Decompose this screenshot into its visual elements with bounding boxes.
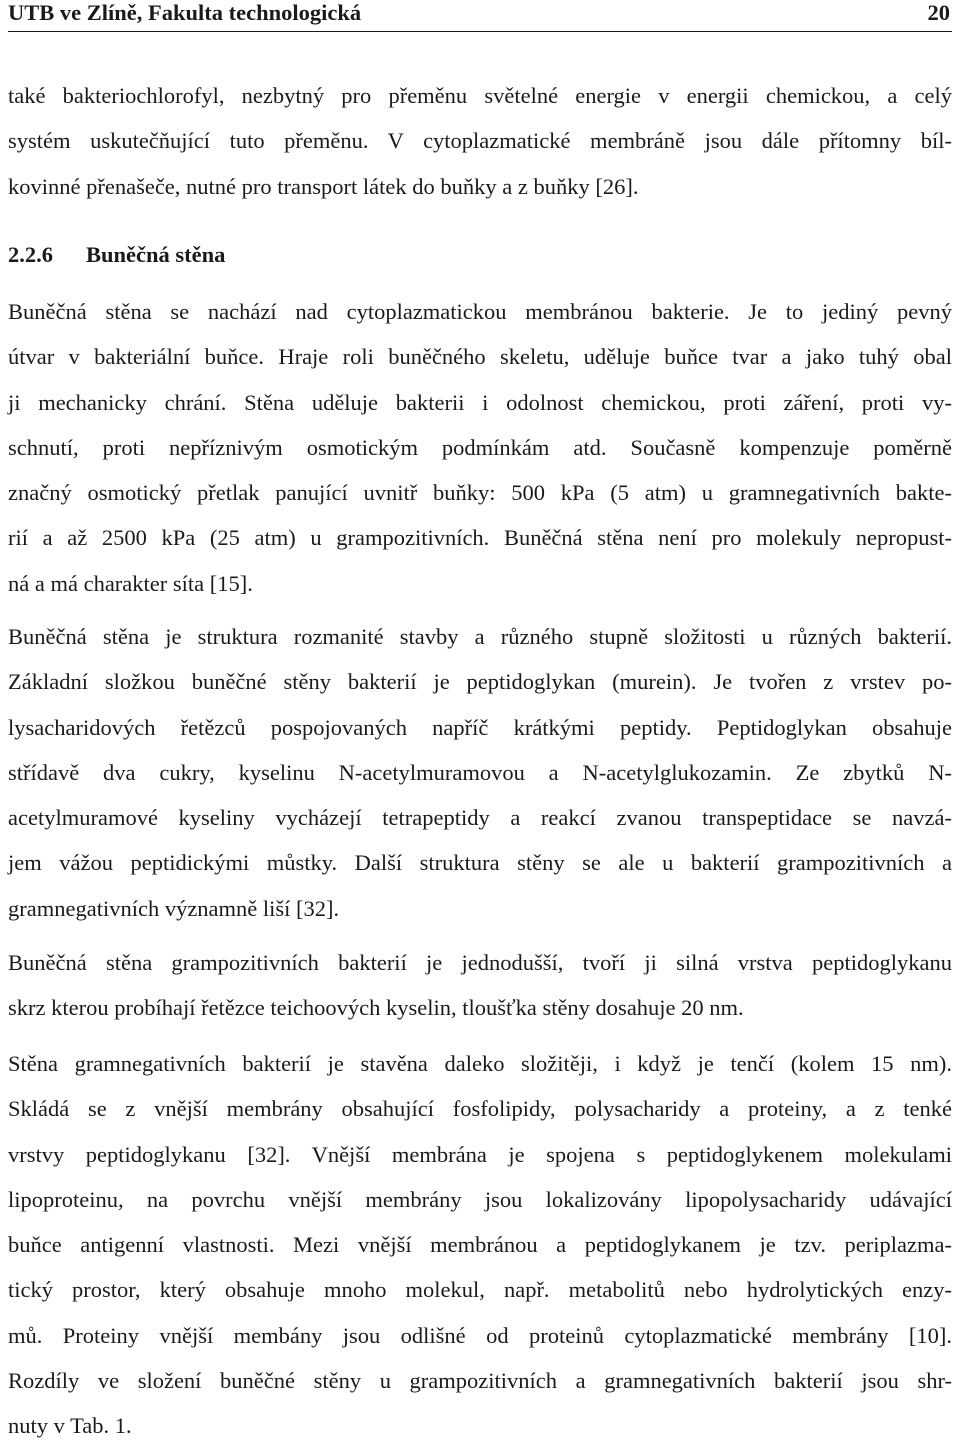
page-header: [8, 0, 952, 30]
text-line: značný osmotický přetlak panující uvnitř buňky: 500 kPa (5 atm) u gramnegativních bakte-: [8, 480, 952, 506]
paragraph-gramnegative: [8, 1041, 952, 1449]
paragraph-cell-wall-structure: [8, 614, 952, 931]
text-line: Stěna gramnegativních bakterií je stavěna daleko složitěji, i když je tenčí (kolem 15 nm).: [8, 1051, 952, 1076]
text-line: lysacharidových řetězců pospojovaných napříč krátkými peptidy. Peptidoglykan obsahuje: [8, 714, 952, 740]
text-line: jem vážou peptidickými můstky. Další struktura stěny se ale u bakterií grampozitivních a: [8, 850, 952, 876]
text-line: gramnegativních významně liší [32].: [8, 895, 340, 921]
text-line: kovinné přenašeče, nutné pro transport látek do buňky a z buňky [26].: [8, 173, 639, 199]
paragraph-continuation: [8, 73, 952, 209]
section-title: Buněčná stěna: [86, 242, 226, 267]
text-line: ji mechanicky chrání. Stěna uděluje bakterii i odolnost chemickou, proti záření, proti vy-: [8, 389, 952, 415]
text-line: ná a má charakter síta [15].: [8, 570, 253, 596]
text-line: nuty v Tab. 1.: [8, 1413, 132, 1439]
text-line: Rozdíly ve složení buněčné stěny u grampozitivních a gramnegativních bakterií jsou shr-: [8, 1368, 952, 1394]
text-line: skrz kterou probíhají řetězce teichoových kyselin, tloušťka stěny dosahuje 20 nm.: [8, 995, 744, 1021]
paragraph-cell-wall-intro: [8, 289, 952, 606]
page-number: 20: [927, 0, 950, 25]
text-line: střídavě dva cukry, kyselinu N-acetylmuramovou a N-acetylglukozamin. Ze zbytků N-: [8, 759, 952, 785]
paragraph-grampositive: [8, 940, 952, 1031]
header-title: UTB ve Zlíně, Fakulta technologická: [8, 0, 362, 25]
text-line: mů. Proteiny vnější membány jsou odlišné od proteinů cytoplazmatické membrány [10].: [8, 1322, 952, 1348]
text-line: acetylmuramové kyseliny vycházejí tetrapeptidy a reakcí zvanou transpeptidace se navzá-: [8, 805, 952, 831]
text-line: také bakteriochlorofyl, nezbytný pro přeměnu světelné energie v energii chemickou, a celý: [8, 83, 952, 108]
text-line: Skládá se z vnější membrány obsahující fosfolipidy, polysacharidy a proteiny, a z tenké: [8, 1096, 952, 1122]
text-line: buňce antigenní vlastnosti. Mezi vnější membránou a peptidoglykanem je tzv. periplazma-: [8, 1232, 952, 1258]
text-line: schnutí, proti nepříznivým osmotickým podmínkám atd. Současně kompenzuje poměrně: [8, 434, 952, 460]
text-line: Základní složkou buněčné stěny bakterií je peptidoglykan (murein). Je tvořen z vrstev po-: [8, 669, 952, 695]
header-rule: [8, 31, 952, 32]
text-line: Buněčná stěna grampozitivních bakterií je jednodušší, tvoří ji silná vrstva peptidoglykanu: [8, 950, 952, 975]
text-line: Buněčná stěna se nachází nad cytoplazmatickou membránou bakterie. Je to jediný pevný: [8, 299, 952, 324]
section-number: 2.2.6: [8, 242, 53, 267]
text-line: lipoproteinu, na povrchu vnější membrány jsou lokalizovány lipopolysacharidy udávající: [8, 1186, 952, 1212]
text-line: systém uskutečňující tuto přeměnu. V cytoplazmatické membráně jsou dále přítomny bíl-: [8, 128, 952, 154]
text-line: rií a až 2500 kPa (25 atm) u grampozitivních. Buněčná stěna není pro molekuly nepropust-: [8, 525, 952, 551]
text-line: Buněčná stěna je struktura rozmanité stavby a různého stupně složitosti u různých bakterií.: [8, 624, 952, 649]
text-line: vrstvy peptidoglykanu [32]. Vnější membrána je spojena s peptidoglykenem molekulami: [8, 1141, 952, 1167]
section-heading: [8, 240, 225, 270]
text-line: tický prostor, který obsahuje mnoho molekul, např. metabolitů nebo hydrolytických enzy-: [8, 1277, 952, 1303]
text-line: útvar v bakteriální buňce. Hraje roli buněčného skeletu, uděluje buňce tvar a jako tuhý obal: [8, 344, 952, 370]
